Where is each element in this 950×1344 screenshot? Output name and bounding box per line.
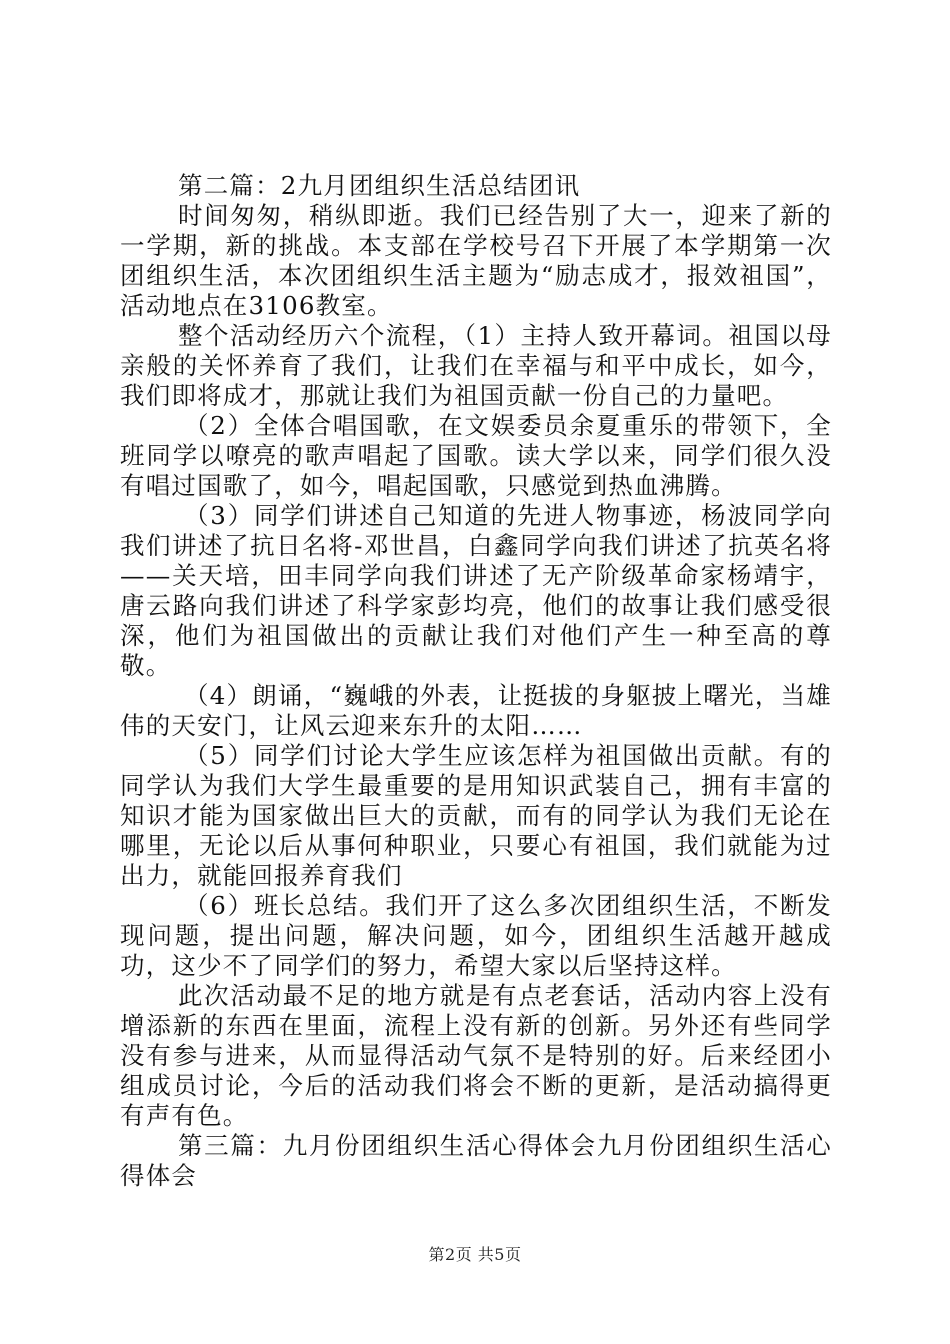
paragraph-reflection: 此次活动最不足的地方就是有点老套话，活动内容上没有增添新的东西在里面，流程上没有新的创新。另外还有些同学没有参与进来，从而显得活动气氛不是特别的好。后来经团小组成员讨论，今后的活动我们将会不断的更新，是活动搞得更有声有色。 — [120, 981, 832, 1130]
paragraph-process-6: （6）班长总结。我们开了这么多次团组织生活，不断发现问题，提出问题，解决问题，如今，团组织生活越开越成功，这少不了同学们的努力，希望大家以后坚持这样。 — [120, 891, 832, 980]
paragraph-process-4: （4）朗诵，“巍峨的外表，让挺拔的身躯披上曙光，当雄伟的天安门，让风云迎来东升的太阳…… — [120, 681, 832, 740]
paragraph-process-5: （5）同学们讨论大学生应该怎样为祖国做出贡献。有的同学认为我们大学生最重要的是用知识武装自己，拥有丰富的知识才能为国家做出巨大的贡献，而有的同学认为我们无论在哪里，无论以后从事何种职业，只要心有祖国，我们就能为过出力，就能回报养育我们 — [120, 741, 832, 890]
page-number-footer: 第2页 共5页 — [428, 1245, 522, 1264]
paragraph-process-3: （3）同学们讲述自己知道的先进人物事迹，杨波同学向我们讲述了抗日名将-邓世昌，白鑫同学向我们讲述了抗英名将——关天培，田丰同学向我们讲述了无产阶级革命家杨靖宇，唐云路向我们讲述了科学家彭均亮，他们的故事让我们感受很深，他们为祖国做出的贡献让我们对他们产生一种至高的尊敬。 — [120, 501, 832, 680]
paragraph-process-2: （2）全体合唱国歌，在文娱委员余夏重乐的带领下，全班同学以嘹亮的歌声唱起了国歌。读大学以来，同学们很久没有唱过国歌了，如今，唱起国歌，只感觉到热血沸腾。 — [120, 411, 832, 500]
document-body — [120, 171, 832, 1191]
section-heading-3: 第三篇：九月份团组织生活心得体会九月份团组织生活心得体会 — [120, 1131, 832, 1190]
paragraph-intro: 时间匆匆，稍纵即逝。我们已经告别了大一，迎来了新的一学期，新的挑战。本支部在学校号召下开展了本学期第一次团组织生活，本次团组织生活主题为“励志成才，报效祖国”，活动地点在3106教室。 — [120, 201, 832, 320]
paragraph-process-1: 整个活动经历六个流程，（1）主持人致开幕词。祖国以母亲般的关怀养育了我们，让我们在幸福与和平中成长，如今，我们即将成才，那就让我们为祖国贡献一份自己的力量吧。 — [120, 321, 832, 410]
section-heading-2: 第二篇：2九月团组织生活总结团讯 — [178, 171, 581, 200]
